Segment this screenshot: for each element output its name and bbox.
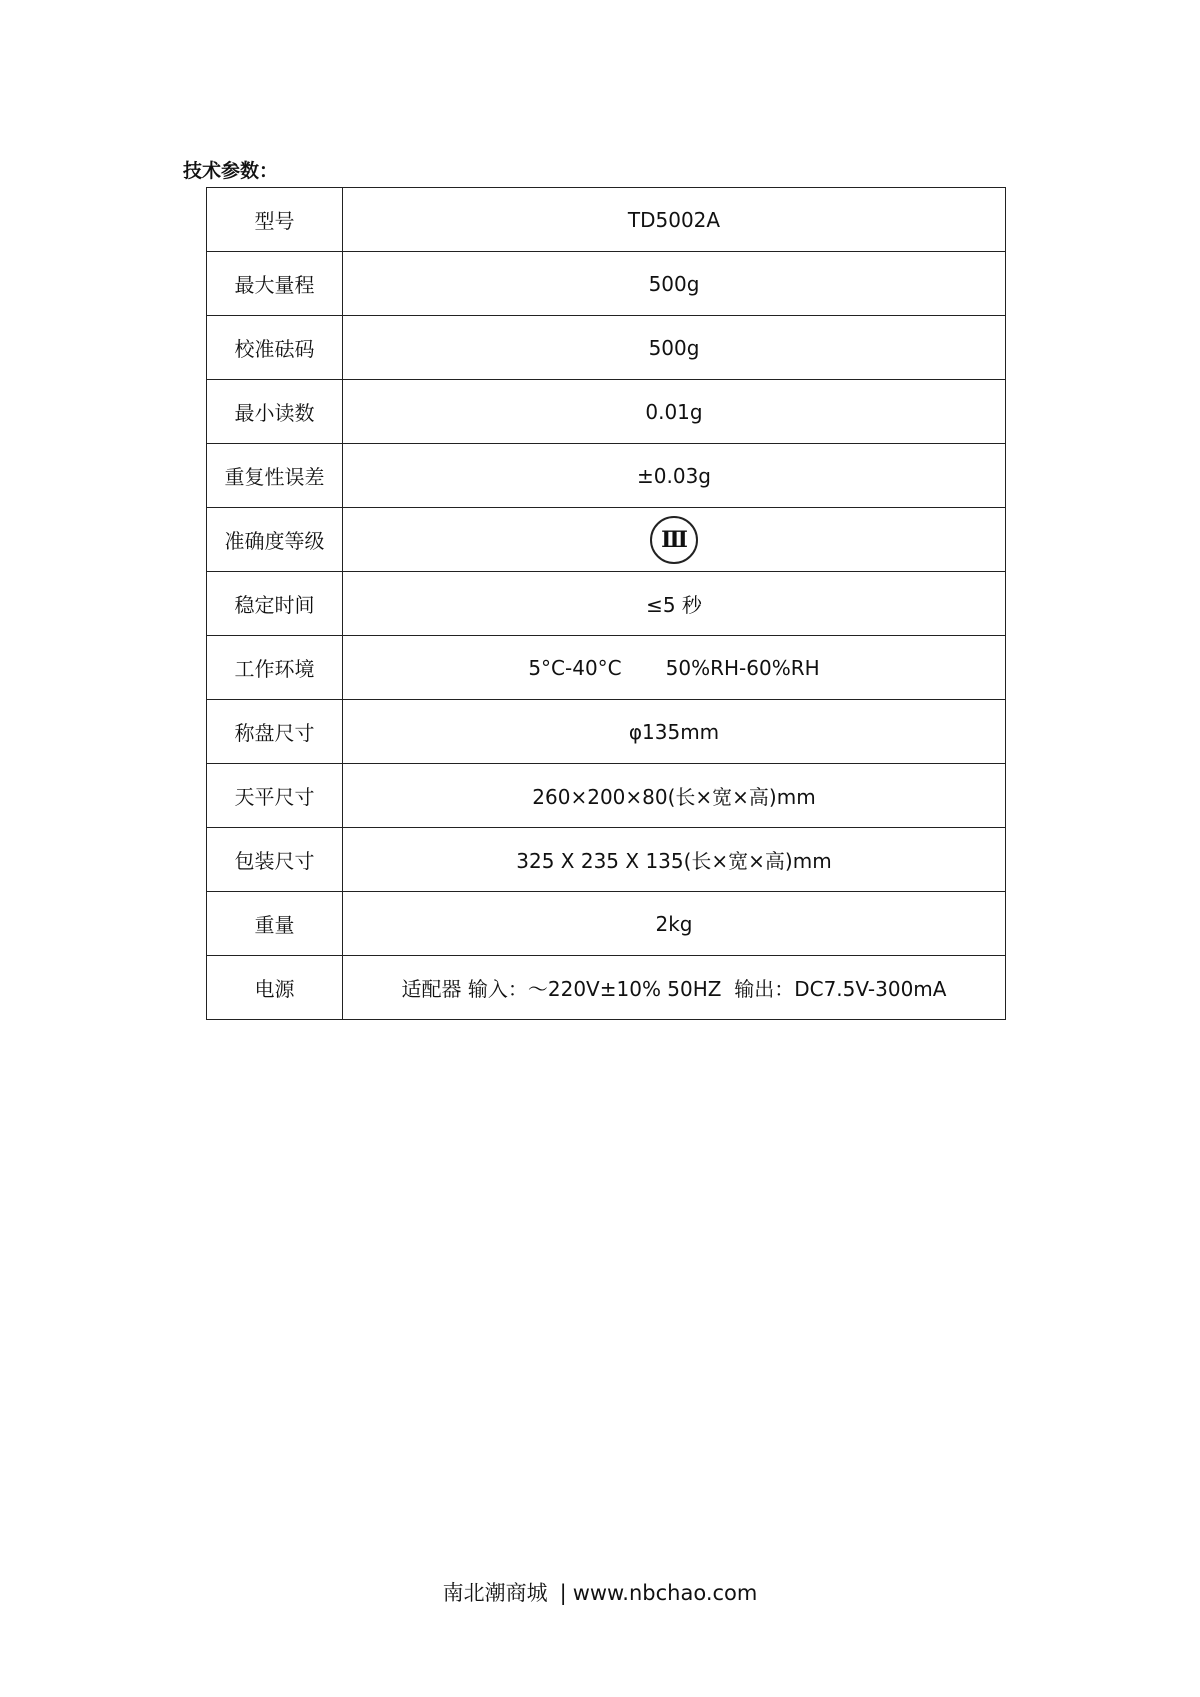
table-row <box>207 316 1006 380</box>
spec-label-max-capacity: 最大量程 <box>207 252 343 316</box>
spec-label-readability: 最小读数 <box>207 380 343 444</box>
spec-label-accuracy-class: 准确度等级 <box>207 508 343 572</box>
section-heading: 技术参数： <box>183 160 279 182</box>
spec-value-accuracy-class <box>343 508 1006 572</box>
page-footer <box>0 1579 1200 1607</box>
table-row <box>207 828 1006 892</box>
spec-value-balance-dimensions: 260×200×80(长×宽×高)mm <box>343 764 1006 828</box>
spec-value-pan-size: φ135mm <box>343 700 1006 764</box>
table-row <box>207 892 1006 956</box>
table-row <box>207 764 1006 828</box>
footer-brand: 南北潮商城 <box>442 1581 548 1605</box>
spec-value-readability: 0.01g <box>343 380 1006 444</box>
table-row <box>207 444 1006 508</box>
table-row <box>207 252 1006 316</box>
spec-value-calibration-weight: 500g <box>343 316 1006 380</box>
spec-label-power: 电源 <box>207 956 343 1020</box>
spec-value-repeatability: ±0.03g <box>343 444 1006 508</box>
table-row <box>207 508 1006 572</box>
operating-temperature: 5°C-40°C <box>528 655 622 680</box>
spec-label-operating-environment: 工作环境 <box>207 636 343 700</box>
table-row <box>207 700 1006 764</box>
spec-value-package-dimensions: 325 X 235 X 135(长×宽×高)mm <box>343 828 1006 892</box>
footer-url: www.nbchao.com <box>572 1581 758 1605</box>
spec-label-repeatability: 重复性误差 <box>207 444 343 508</box>
table-row <box>207 188 1006 252</box>
spec-label-package-dimensions: 包装尺寸 <box>207 828 343 892</box>
accuracy-class-badge: Ⅲ <box>650 516 698 564</box>
spec-label-model: 型号 <box>207 188 343 252</box>
footer-separator: | <box>559 1581 567 1605</box>
spec-value-operating-environment <box>343 636 1006 700</box>
spec-value-max-capacity: 500g <box>343 252 1006 316</box>
spec-value-stabilization-time: ≤5 秒 <box>343 572 1006 636</box>
table-row <box>207 636 1006 700</box>
spec-table <box>206 187 1006 1020</box>
spec-label-weight: 重量 <box>207 892 343 956</box>
operating-humidity: 50%RH-60%RH <box>665 655 820 680</box>
spec-label-pan-size: 称盘尺寸 <box>207 700 343 764</box>
spec-value-model: TD5002A <box>343 188 1006 252</box>
spec-label-stabilization-time: 稳定时间 <box>207 572 343 636</box>
spec-label-balance-dimensions: 天平尺寸 <box>207 764 343 828</box>
table-row <box>207 380 1006 444</box>
spec-value-weight: 2kg <box>343 892 1006 956</box>
spec-value-power: 适配器 输入：～220V±10% 50HZ 输出：DC7.5V-300mA <box>343 956 1006 1020</box>
table-row <box>207 956 1006 1020</box>
spec-label-calibration-weight: 校准砝码 <box>207 316 343 380</box>
table-row <box>207 572 1006 636</box>
